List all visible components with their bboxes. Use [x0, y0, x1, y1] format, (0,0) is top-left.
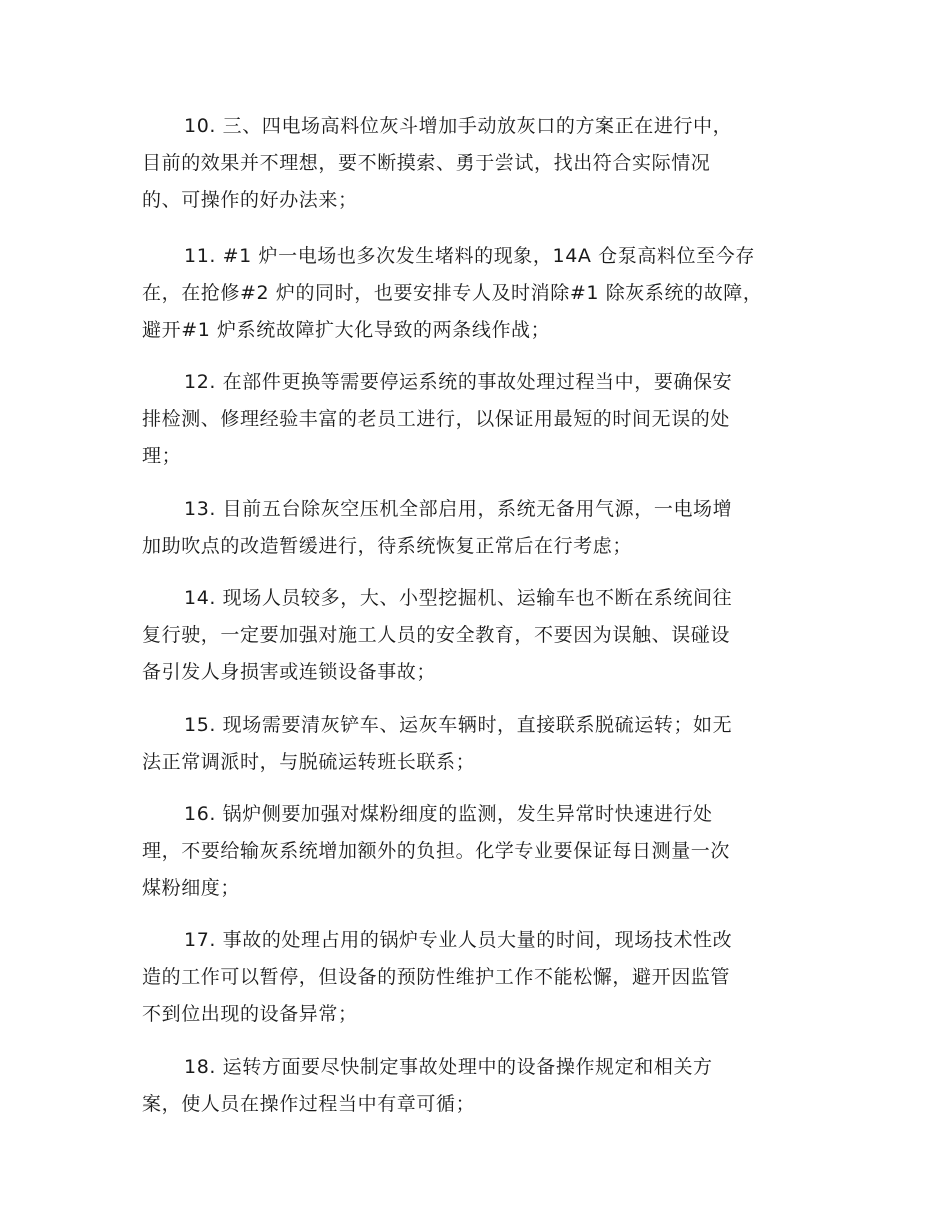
paragraph-line: 备引发人身损害或连锁设备事故；	[142, 661, 437, 683]
paragraph-line: 17. 事故的处理占用的锅炉专业人员大量的时间，现场技术性改	[184, 929, 733, 951]
paragraph-line: 在，在抢修#2 炉的同时，也要安排专人及时消除#1 除灰系统的故障，	[142, 282, 763, 304]
paragraph-line: 案，使人员在操作过程当中有章可循；	[142, 1093, 476, 1115]
paragraph-line: 目前的效果并不理想，要不断摸索、勇于尝试，找出符合实际情况	[142, 152, 711, 174]
paragraph-line: 法正常调派时，与脱硫运转班长联系；	[142, 751, 476, 773]
paragraph-line: 12. 在部件更换等需要停运系统的事故处理过程当中，要确保安	[184, 371, 733, 393]
paragraph-line: 18. 运转方面要尽快制定事故处理中的设备操作规定和相关方	[184, 1056, 713, 1078]
paragraph-line: 15. 现场需要清灰铲车、运灰车辆时，直接联系脱硫运转；如无	[184, 714, 733, 736]
paragraph-line: 13. 目前五台除灰空压机全部启用，系统无备用气源，一电场增	[184, 498, 733, 520]
paragraph-line: 避开#1 炉系统故障扩大化导致的两条线作战；	[142, 319, 551, 341]
paragraph-line: 造的工作可以暂停，但设备的预防性维护工作不能松懈，避开因监管	[142, 966, 731, 988]
paragraph-line: 16. 锅炉侧要加强对煤粉细度的监测，发生异常时快速进行处	[184, 803, 713, 825]
paragraph-line: 加助吹点的改造暂缓进行，待系统恢复正常后在行考虑；	[142, 535, 633, 557]
paragraph-line: 理；	[142, 445, 182, 467]
paragraph-line: 煤粉细度；	[142, 877, 241, 899]
paragraph-line: 理，不要给输灰系统增加额外的负担。化学专业要保证每日测量一次	[142, 840, 731, 862]
paragraph-line: 11. #1 炉一电场也多次发生堵料的现象，14A 仓泵高料位至今存	[184, 245, 755, 267]
paragraph-line: 的、可操作的好办法来；	[142, 189, 358, 211]
paragraph-line: 不到位出现的设备异常；	[142, 1003, 358, 1025]
paragraph-line: 排检测、修理经验丰富的老员工进行，以保证用最短的时间无误的处	[142, 408, 731, 430]
paragraph-line: 10. 三、四电场高料位灰斗增加手动放灰口的方案正在进行中，	[184, 115, 733, 137]
paragraph-line: 复行驶，一定要加强对施工人员的安全教育，不要因为误触、误碰设	[142, 624, 731, 646]
paragraph-line: 14. 现场人员较多，大、小型挖掘机、运输车也不断在系统间往	[184, 587, 733, 609]
